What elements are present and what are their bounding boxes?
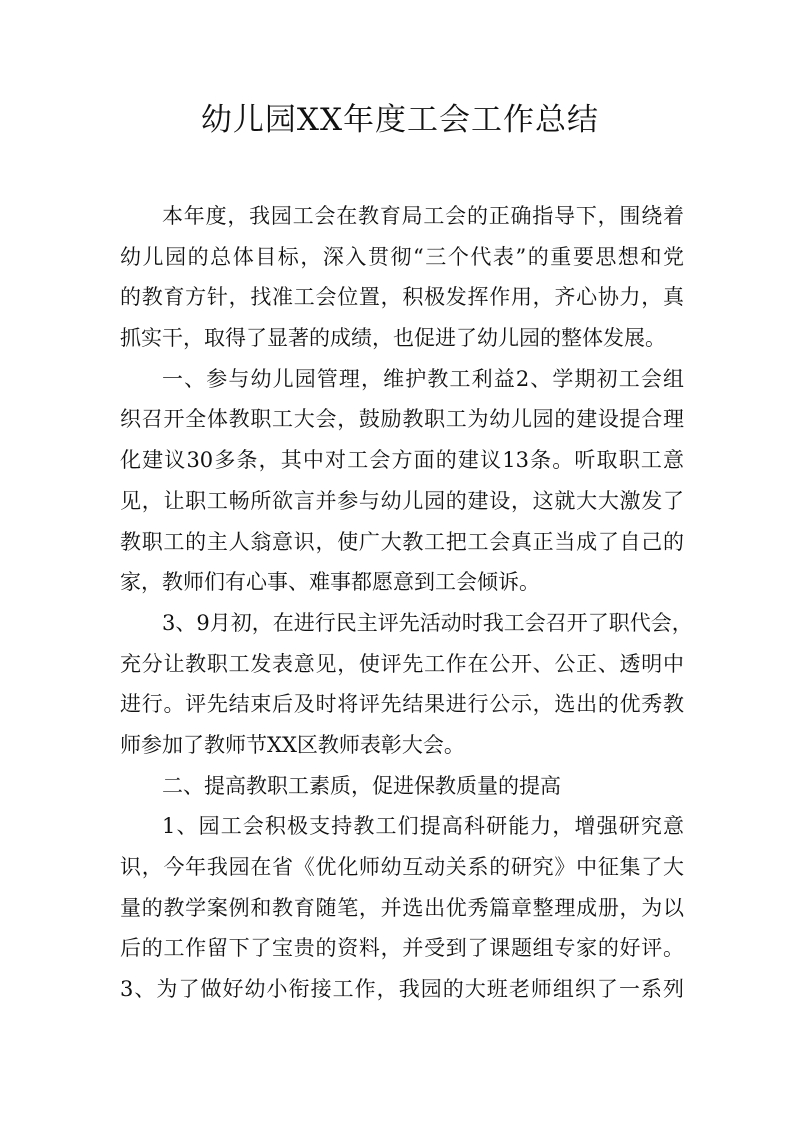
document-title: 幼儿园XX年度工会工作总结 xyxy=(200,102,600,138)
text-line: 识，今年我园在省《优化师幼互动关系的研究》中征集了大 xyxy=(120,855,684,879)
text-line: 3、为了做好幼小衔接工作，我园的大班老师组织了一系列 xyxy=(120,977,684,1002)
text-line: 化建议30多条，其中对工会方面的建议13条。听取职工意 xyxy=(120,448,684,473)
text-line: 3、9月初，在进行民主评先活动时我工会召开了职代会， xyxy=(162,610,693,635)
text-line: 抓实干，取得了显著的成绩，也促进了幼儿园的整体发展。 xyxy=(120,326,666,351)
text-line: 的教育方针，找准工会位置，积极发挥作用，齐心协力，真 xyxy=(120,285,684,310)
text-line: 见，让职工畅所欲言并参与幼儿园的建设，这就大大激发了 xyxy=(120,488,684,513)
text-line: 一、参与幼儿园管理，维护教工利益2、学期初工会组 xyxy=(162,366,684,391)
text-line: 1、园工会积极支持教工们提高科研能力，增强研究意 xyxy=(162,814,684,839)
text-line: 幼儿园的总体目标，深入贯彻“三个代表”的重要思想和党 xyxy=(120,244,684,269)
text-line: 二、提高教职工素质，促进保教质量的提高 xyxy=(162,773,561,798)
text-line: 本年度，我园工会在教育局工会的正确指导下，围绕着 xyxy=(162,204,684,228)
text-line: 充分让教职工发表意见，使评先工作在公开、公正、透明中 xyxy=(120,651,684,676)
text-line: 家，教师们有心事、难事都愿意到工会倾诉。 xyxy=(120,570,540,595)
text-line: 后的工作留下了宝贵的资料，并受到了课题组专家的好评。 xyxy=(120,936,684,961)
text-line: 教职工的主人翁意识，使广大教工把工会真正当成了自己的 xyxy=(120,529,684,554)
text-line: 进行。评先结束后及时将评先结果进行公示，选出的优秀教 xyxy=(120,692,684,717)
document-body xyxy=(120,196,693,1010)
text-line: 量的教学案例和教育随笔，并选出优秀篇章整理成册，为以 xyxy=(120,895,684,920)
text-line: 师参加了教师节XX区教师表彰大会。 xyxy=(120,732,465,757)
text-line: 织召开全体教职工大会，鼓励教职工为幼儿园的建设提合理 xyxy=(120,407,684,432)
